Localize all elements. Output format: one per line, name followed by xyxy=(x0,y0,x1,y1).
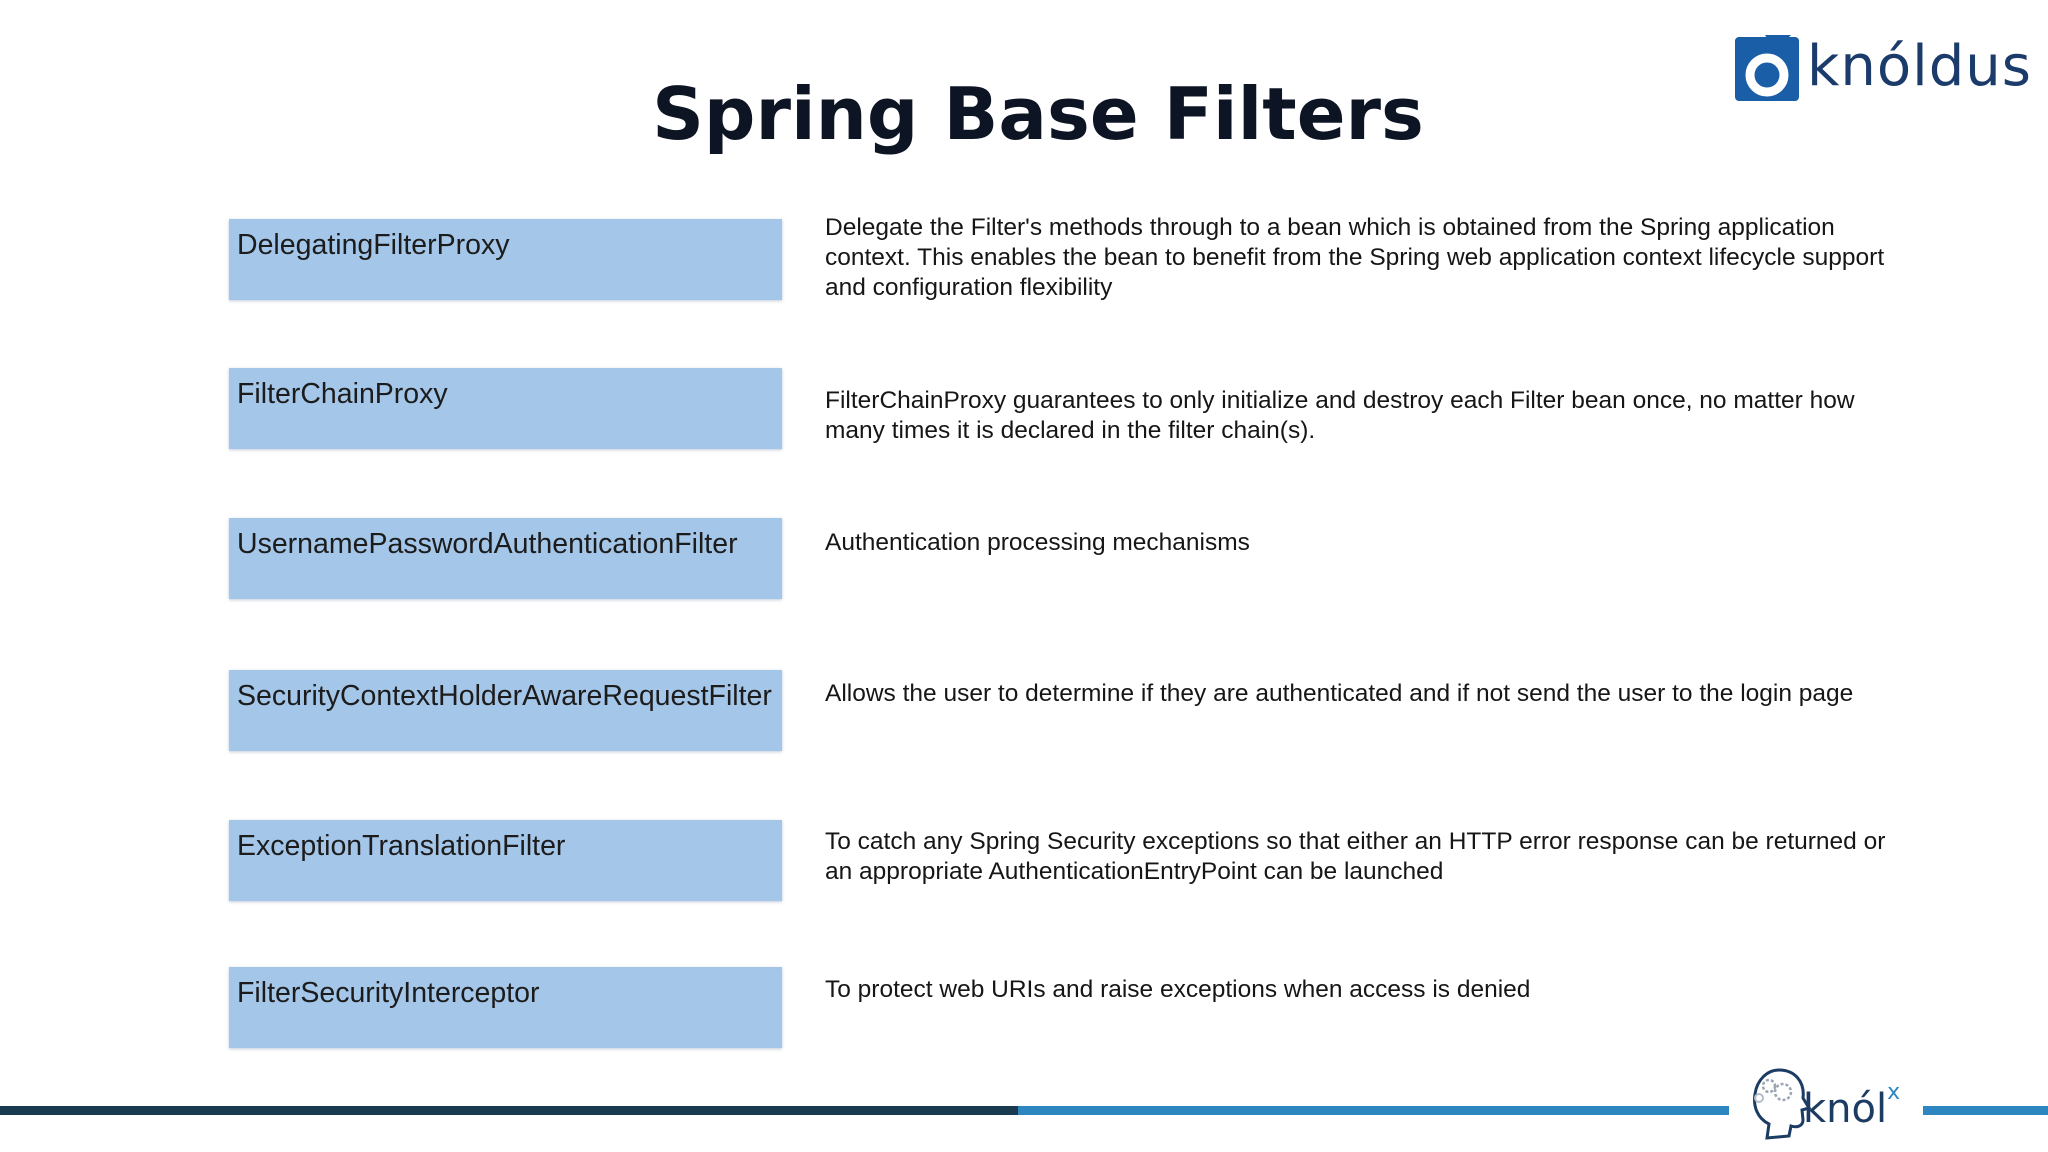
knoldus-mark-icon xyxy=(1735,33,1799,101)
filter-description: Authentication processing mechanisms xyxy=(825,529,1250,556)
knoldus-logo xyxy=(1735,32,2032,102)
filter-name-box: FilterChainProxy xyxy=(229,368,782,449)
knolx-wordmark: knól$^x$ xyxy=(1803,1080,1901,1132)
knoldus-wordmark: knóldus xyxy=(1807,34,2032,99)
knolx-logo xyxy=(1729,1052,1923,1152)
footer-bar-dark xyxy=(0,1106,1018,1115)
filter-name-box: UsernamePasswordAuthenticationFilter xyxy=(229,518,782,599)
slide-title: Spring Base Filters xyxy=(652,72,1424,156)
head-gears-icon xyxy=(1739,1062,1811,1142)
filter-name-box: ExceptionTranslationFilter xyxy=(229,820,782,901)
filter-description: To catch any Spring Security exceptions so that either an HTTP error response can be returned or an appropriate AuthenticationEntryPoint can be launched xyxy=(825,828,1886,885)
filter-name-box: DelegatingFilterProxy xyxy=(229,219,782,300)
filter-name-box: FilterSecurityInterceptor xyxy=(229,967,782,1048)
filter-description: FilterChainProxy guarantees to only initialize and destroy each Filter bean once, no matter how many times it is declared in the filter chain(s). xyxy=(825,387,1855,444)
filter-description: Allows the user to determine if they are authenticated and if not send the user to the login page xyxy=(825,680,1854,707)
filter-description: To protect web URIs and raise exceptions when access is denied xyxy=(825,976,1531,1003)
filter-name-box: SecurityContextHolderAwareRequestFilter xyxy=(229,670,782,751)
filter-description: Delegate the Filter's methods through to a bean which is obtained from the Spring application context. This enables the bean to benefit from the Spring web application context lifecycle support and configuration flexibility xyxy=(825,214,1885,301)
